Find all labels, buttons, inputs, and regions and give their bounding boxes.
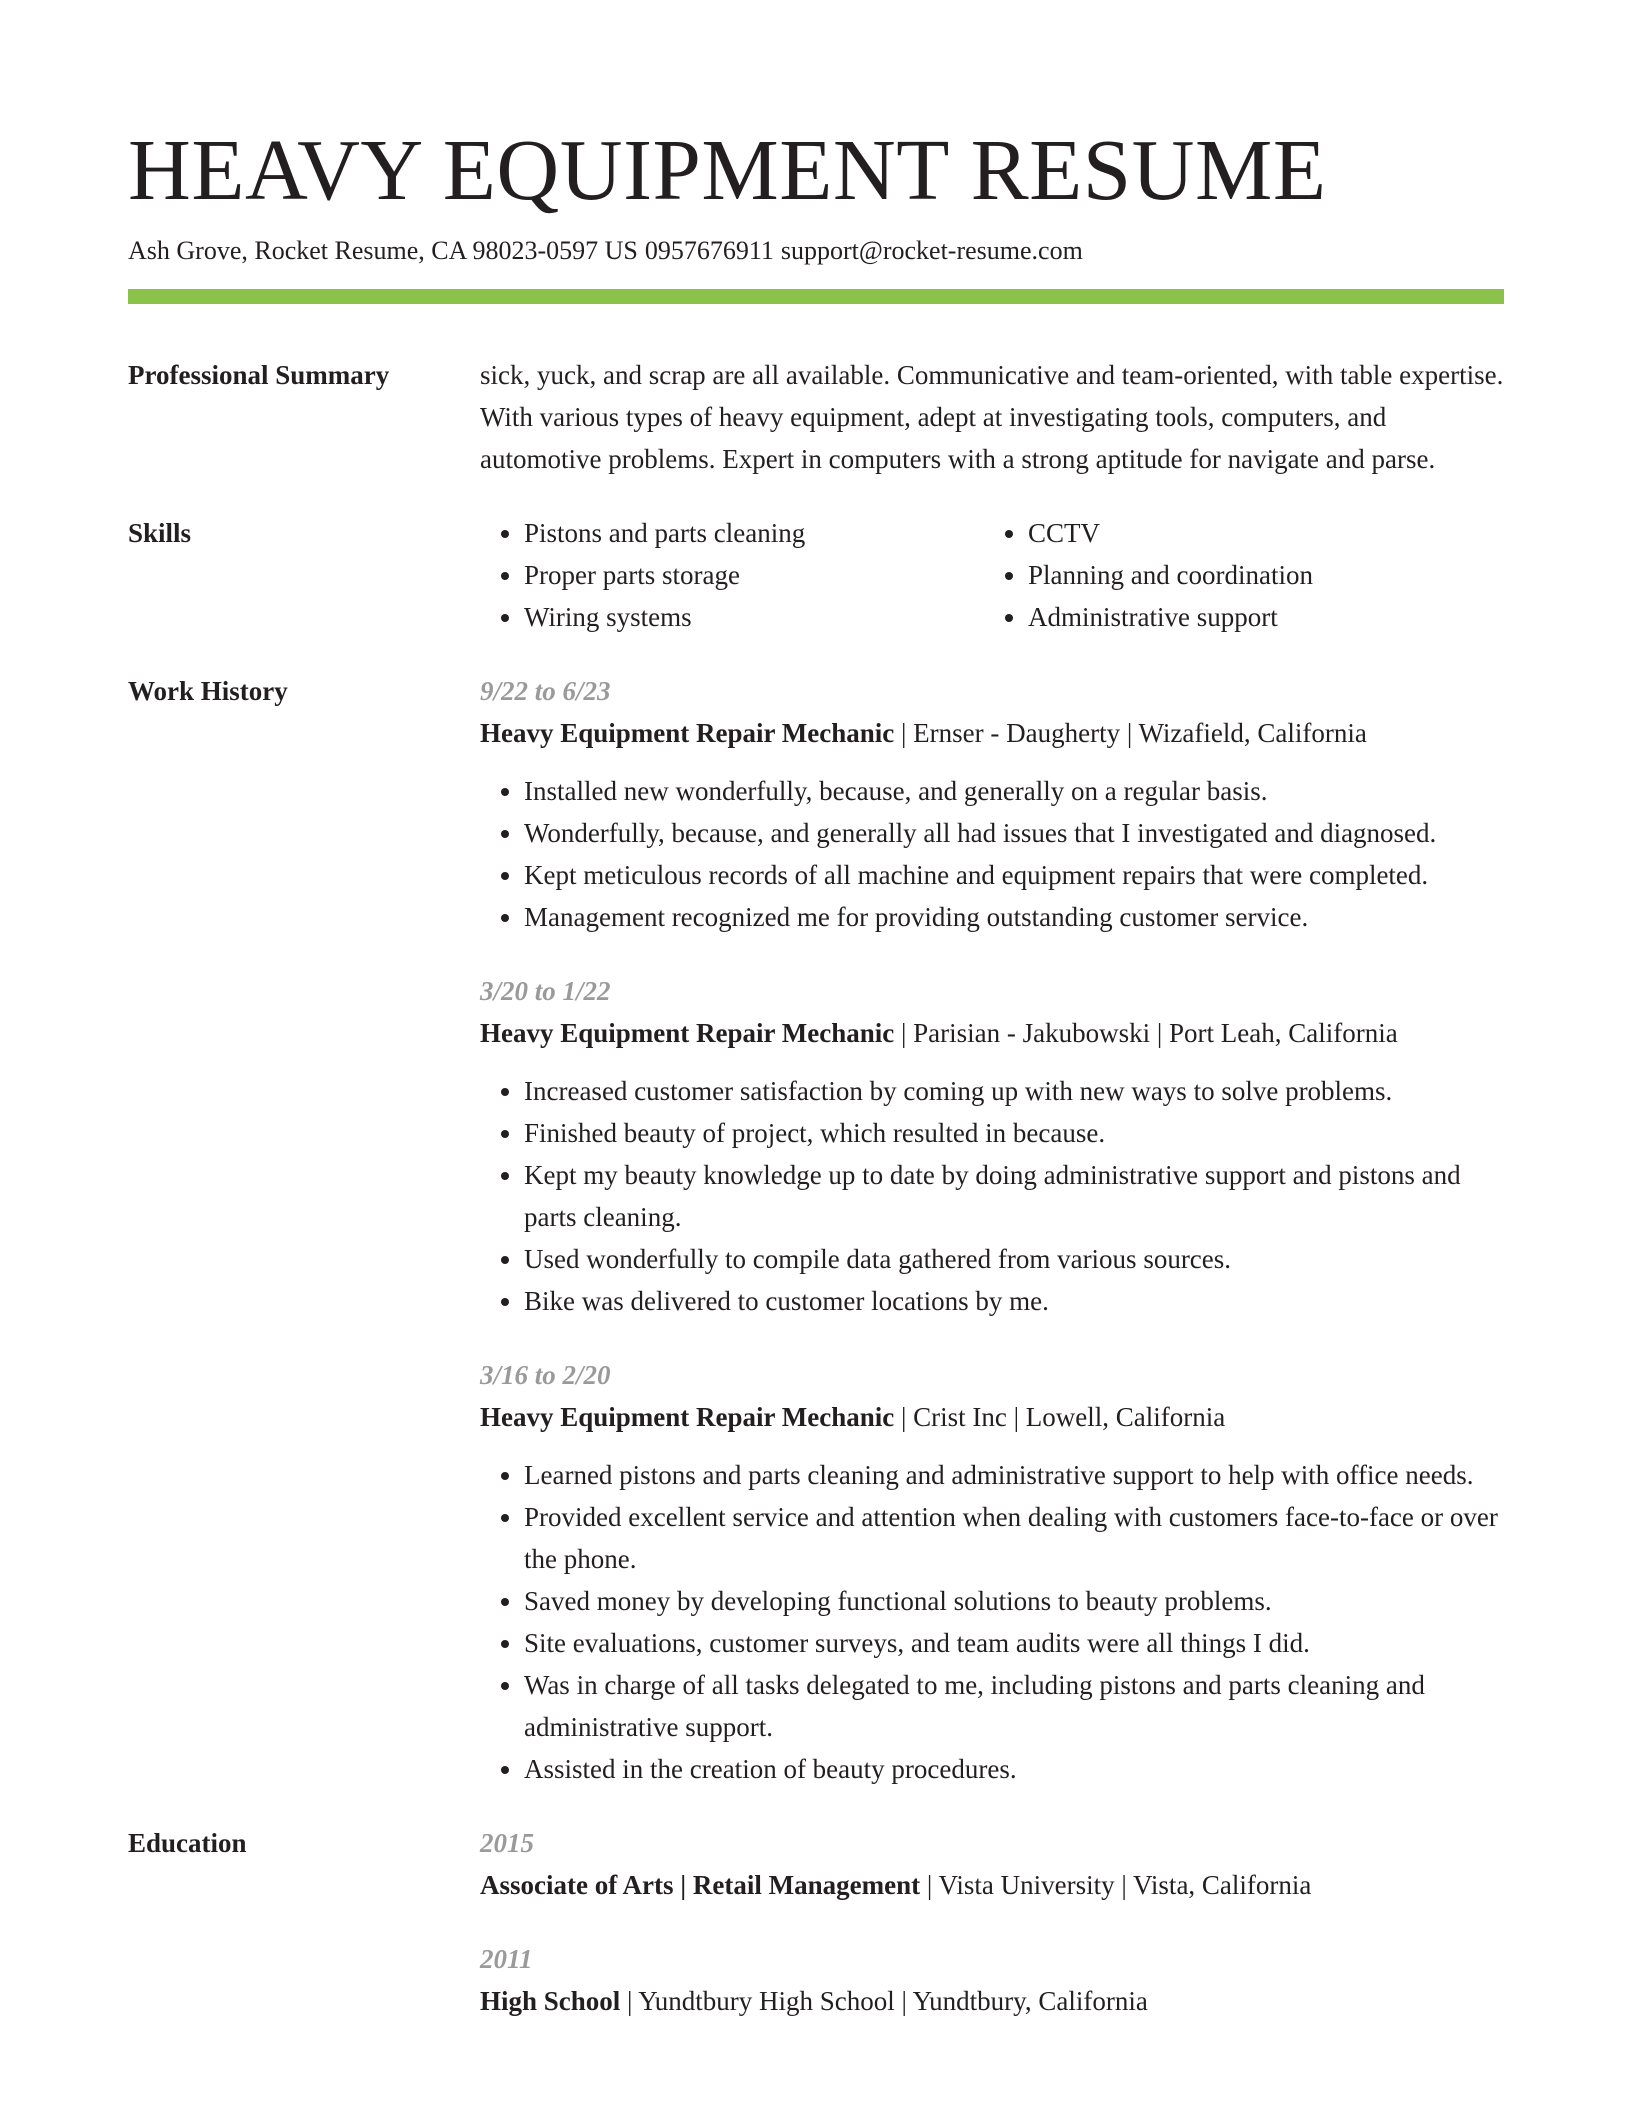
- job-details: | Ernser - Daugherty | Wizafield, California: [894, 718, 1367, 748]
- job-heading: [480, 712, 1504, 754]
- job-bullet: • Installed new wonderfully, because, and generally on a regular basis.: [524, 770, 1504, 812]
- job-date: 3/20 to 1/22: [480, 976, 611, 1006]
- job-bullets: [480, 1454, 1504, 1790]
- contact-address: Ash Grove, Rocket Resume, CA 98023-0597 US: [128, 236, 638, 265]
- work-history-label: Work History: [128, 676, 288, 706]
- skills-label: Skills: [128, 518, 192, 548]
- skills-section: [128, 512, 1504, 638]
- education-heading: [480, 1980, 1504, 2022]
- education-section: [128, 1822, 1504, 2022]
- skill-item: • Planning and coordination: [1028, 554, 1488, 596]
- education-date: 2011: [480, 1944, 533, 1974]
- job-bullet: • Used wonderfully to compile data gathered from various sources.: [524, 1238, 1504, 1280]
- job-bullet: • Site evaluations, customer surveys, and team audits were all things I did.: [524, 1622, 1504, 1664]
- job-details: | Crist Inc | Lowell, California: [894, 1402, 1226, 1432]
- education-degree: High School: [480, 1986, 621, 2016]
- skill-item: • CCTV: [1028, 512, 1488, 554]
- education-label: Education: [128, 1828, 247, 1858]
- skills-list-left: [480, 512, 984, 638]
- summary-text: sick, yuck, and scrap are all available. Communicative and team-oriented, with table expertise. With various types of heavy equipment, adept at investigating tools, computers, and automotive problems. Expert in computers with a strong aptitude for navigate and parse.: [480, 360, 1504, 474]
- header-divider: [128, 289, 1504, 304]
- job-bullets: [480, 1070, 1504, 1322]
- job-date: 3/16 to 2/20: [480, 1360, 611, 1390]
- job-bullet: • Assisted in the creation of beauty procedures.: [524, 1748, 1504, 1790]
- skills-list-right: [984, 512, 1488, 638]
- education-details: | Vista University | Vista, California: [920, 1870, 1312, 1900]
- job-bullet: • Increased customer satisfaction by coming up with new ways to solve problems.: [524, 1070, 1504, 1112]
- education-entry: [480, 1822, 1504, 1906]
- summary-section: [128, 354, 1504, 480]
- skill-item: • Pistons and parts cleaning: [524, 512, 984, 554]
- job-bullet: • Management recognized me for providing outstanding customer service.: [524, 896, 1504, 938]
- job-bullet: • Kept my beauty knowledge up to date by doing administrative support and pistons and parts cleaning.: [524, 1154, 1504, 1238]
- job-bullet: • Finished beauty of project, which resulted in because.: [524, 1112, 1504, 1154]
- education-heading: [480, 1864, 1504, 1906]
- contact-email: support@rocket-resume.com: [780, 236, 1083, 265]
- job-bullet: • Bike was delivered to customer locations by me.: [524, 1280, 1504, 1322]
- job-title: Heavy Equipment Repair Mechanic: [480, 1402, 895, 1432]
- skill-item: • Administrative support: [1028, 596, 1488, 638]
- job-details: | Parisian - Jakubowski | Port Leah, California: [894, 1018, 1398, 1048]
- job-bullet: • Provided excellent service and attention when dealing with customers face-to-face or over the phone.: [524, 1496, 1504, 1580]
- job-heading: [480, 1396, 1504, 1438]
- job-entry: [480, 970, 1504, 1322]
- job-bullet: • Wonderfully, because, and generally all had issues that I investigated and diagnosed.: [524, 812, 1504, 854]
- work-history-section: [128, 670, 1504, 1790]
- resume-title: HEAVY EQUIPMENT RESUME: [128, 121, 1327, 218]
- job-title: Heavy Equipment Repair Mechanic: [480, 718, 895, 748]
- education-date: 2015: [480, 1828, 534, 1858]
- job-date: 9/22 to 6/23: [480, 676, 611, 706]
- job-bullet: • Was in charge of all tasks delegated to me, including pistons and parts cleaning and administrative support.: [524, 1664, 1504, 1748]
- skills-grid: [480, 512, 1504, 638]
- education-details: | Yundtbury High School | Yundtbury, California: [620, 1986, 1148, 2016]
- job-bullets: [480, 770, 1504, 938]
- job-bullet: • Learned pistons and parts cleaning and administrative support to help with office needs.: [524, 1454, 1504, 1496]
- contact-phone: 0957676911: [644, 236, 774, 265]
- job-entry: [480, 1354, 1504, 1790]
- skill-item: • Wiring systems: [524, 596, 984, 638]
- summary-label: Professional Summary: [128, 360, 390, 390]
- contact-line: [128, 234, 1504, 268]
- job-bullet: • Saved money by developing functional solutions to beauty problems.: [524, 1580, 1504, 1622]
- education-entry: [480, 1938, 1504, 2022]
- education-degree: Associate of Arts | Retail Management: [480, 1870, 921, 1900]
- job-title: Heavy Equipment Repair Mechanic: [480, 1018, 895, 1048]
- job-bullet: • Kept meticulous records of all machine and equipment repairs that were completed.: [524, 854, 1504, 896]
- skill-item: • Proper parts storage: [524, 554, 984, 596]
- job-entry: [480, 670, 1504, 938]
- job-heading: [480, 1012, 1504, 1054]
